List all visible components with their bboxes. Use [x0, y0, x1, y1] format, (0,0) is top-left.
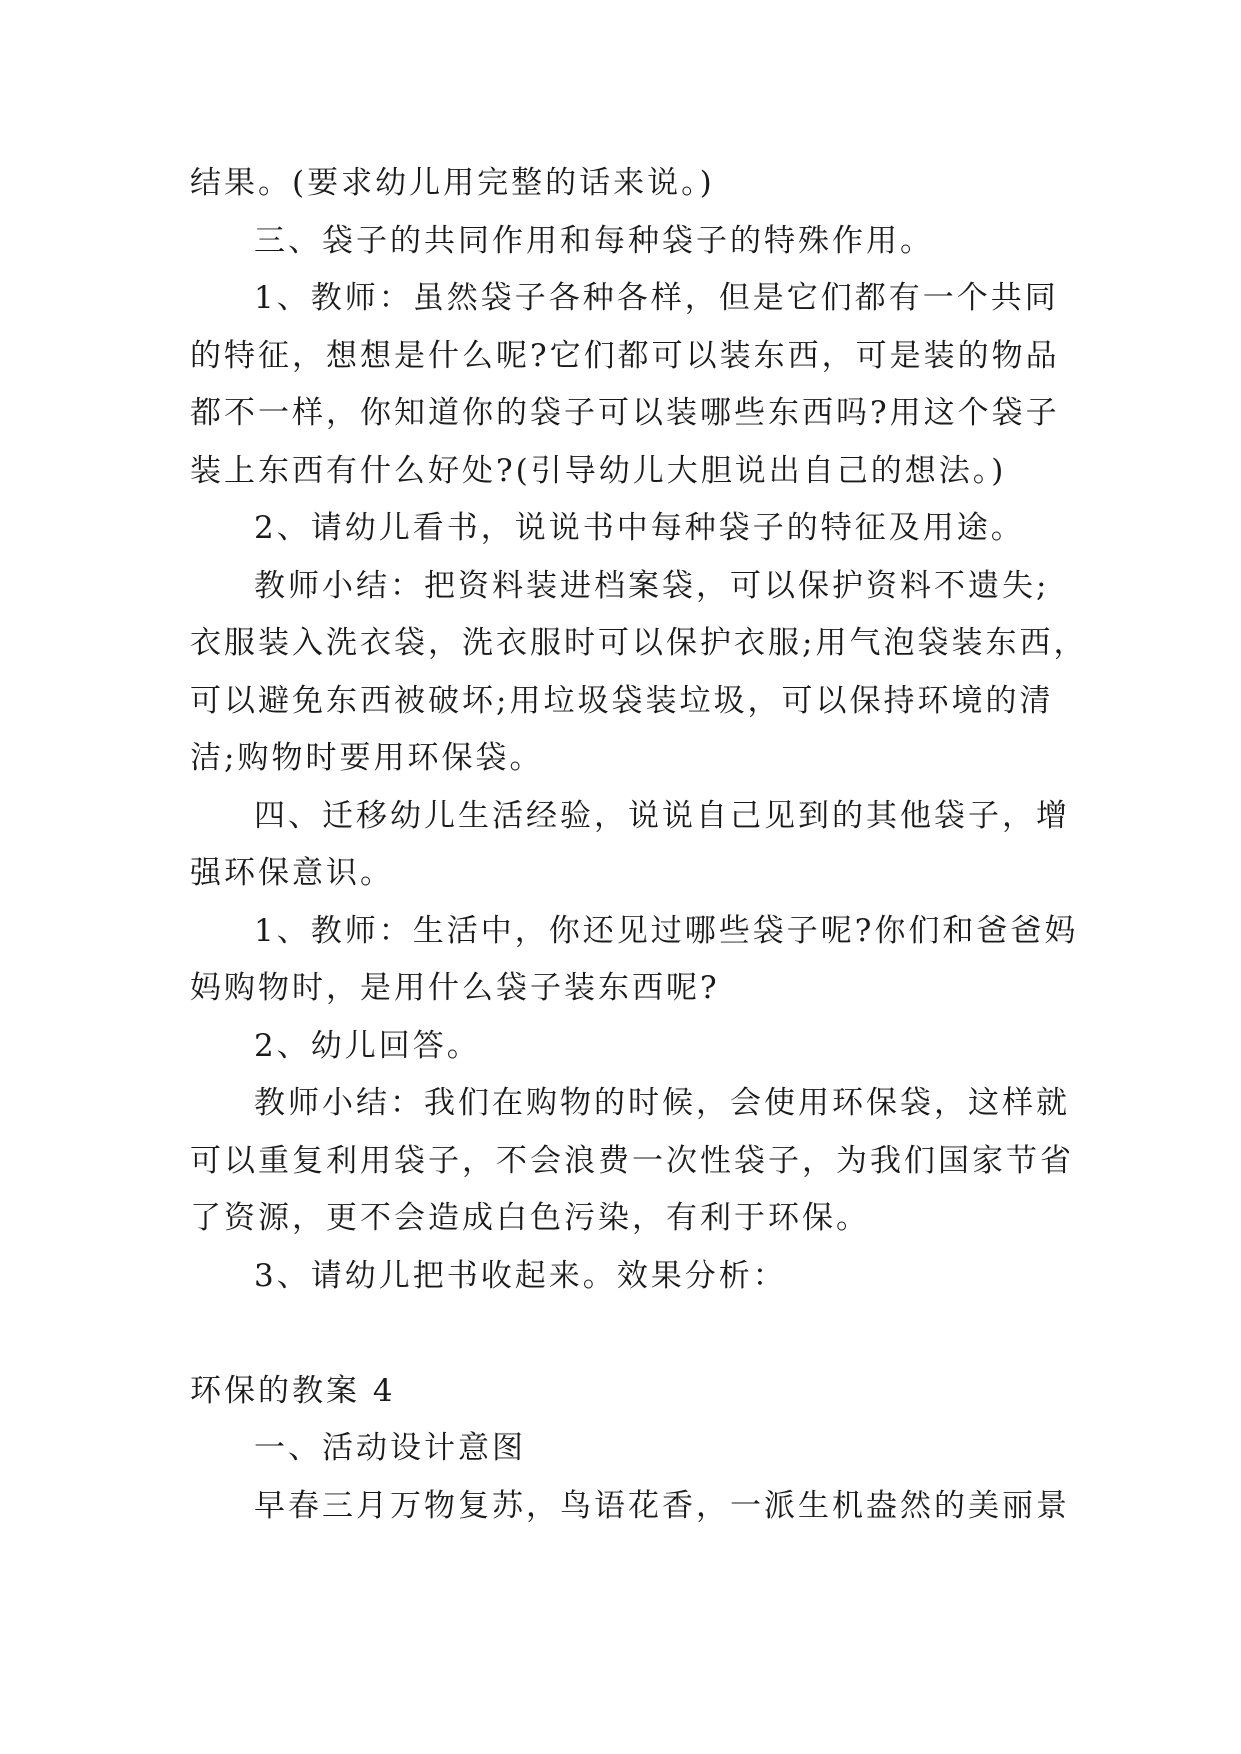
- text-line: 2、幼儿回答。: [254, 1027, 481, 1064]
- text-line: 1、教师：虽然袋子各种各样，但是它们都有一个共同: [254, 280, 1059, 316]
- document-title: 环保的教案 4: [190, 1372, 396, 1409]
- section-heading: 四、迁移幼儿生活经验，说说自己见到的其他袋子，增: [254, 797, 1070, 834]
- text-line: 3、请幼儿把书收起来。效果分析：: [254, 1257, 787, 1294]
- text-line: 教师小结：把资料装进档案袋，可以保护资料不遗失;: [254, 567, 1050, 604]
- text-line: 的特征，想想是什么呢?它们都可以装东西，可是装的物品: [190, 337, 1060, 374]
- paragraph-gap: [190, 1305, 1050, 1363]
- text-line: 强环保意识。: [190, 855, 394, 891]
- text-line: 洁;购物时要用环保袋。: [190, 740, 544, 776]
- text-line: 教师小结：我们在购物的时候，会使用环保袋，这样就: [254, 1085, 1070, 1121]
- text-line: 了资源，更不会造成白色污染，有利于环保。: [190, 1200, 870, 1236]
- section-heading: 三、袋子的共同作用和每种袋子的特殊作用。: [254, 222, 934, 259]
- text-line: 都不一样，你知道你的袋子可以装哪些东西吗?用这个袋子: [190, 395, 1060, 431]
- text-line: 1、教师：生活中，你还见过哪些袋子呢?你们和爸爸妈: [254, 912, 1079, 949]
- text-line: 结果。(要求幼儿用完整的话来说。): [190, 165, 715, 201]
- document-page: [190, 155, 1088, 1535]
- text-line: 可以重复利用袋子，不会浪费一次性袋子，为我们国家节省: [190, 1142, 1074, 1179]
- text-line: 妈购物时，是用什么袋子装东西呢?: [190, 970, 720, 1006]
- text-line: 可以避免东西被破坏;用垃圾袋装垃圾，可以保持环境的清: [190, 682, 1054, 719]
- text-line: 2、请幼儿看书，说说书中每种袋子的特征及用途。: [254, 510, 1025, 546]
- text-line: 装上东西有什么好处?(引导幼儿大胆说出自己的想法。): [190, 452, 1007, 489]
- text-line: 衣服装入洗衣袋，洗衣服时可以保护衣服;用气泡袋装东西，: [190, 625, 1088, 661]
- text-line: 早春三月万物复苏，鸟语花香，一派生机盎然的美丽景: [254, 1487, 1070, 1524]
- section-heading: 一、活动设计意图: [254, 1430, 526, 1466]
